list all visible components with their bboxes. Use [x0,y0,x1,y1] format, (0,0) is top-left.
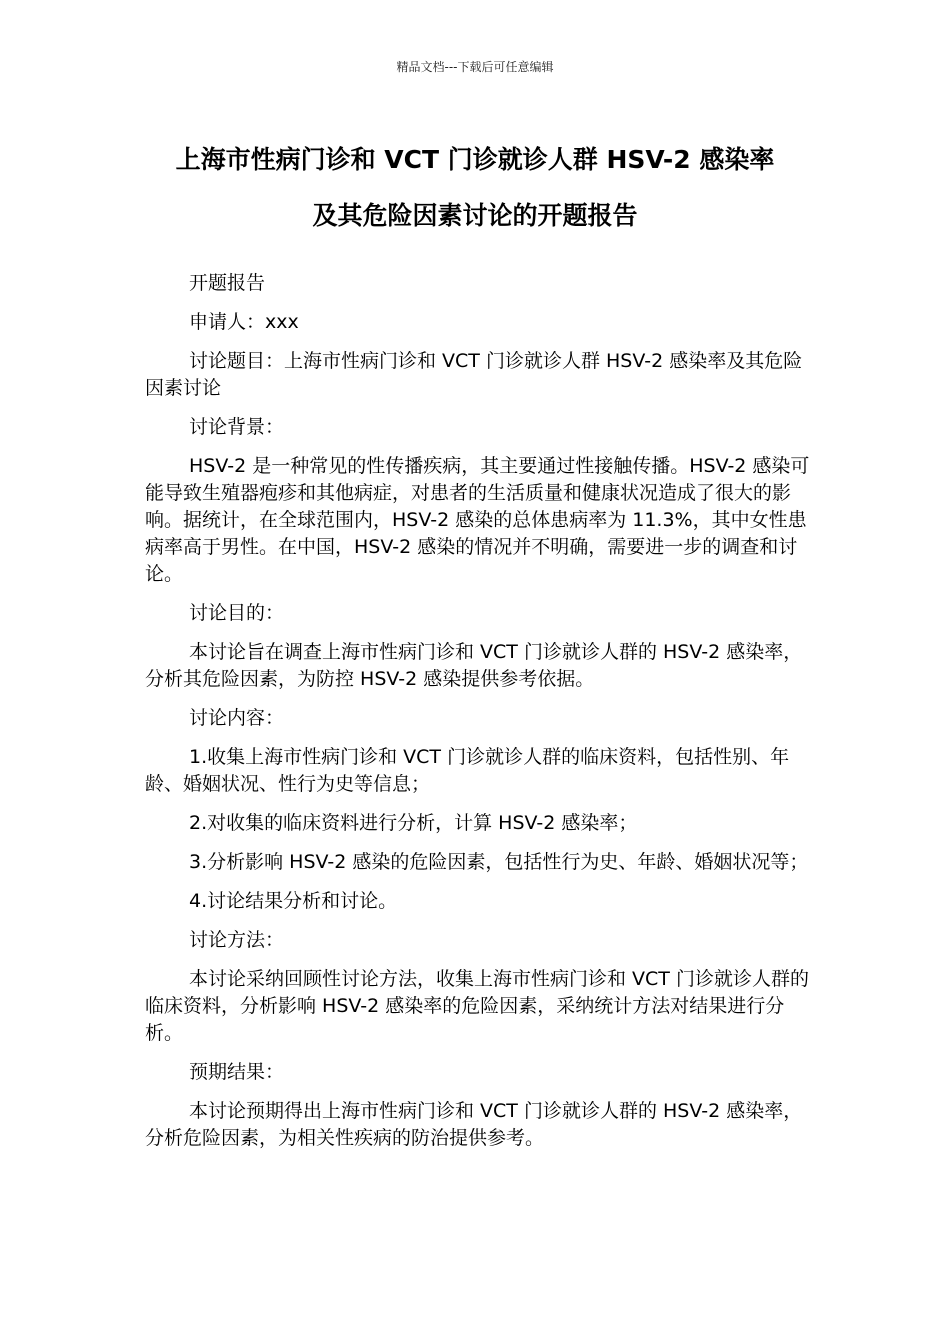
document-body [145,270,810,1164]
content-item-3: 3.分析影响 HSV-2 感染的危险因素，包括性行为史、年龄、婚姻状况等； [189,851,809,873]
method-paragraph: 本讨论采纳回顾性讨论方法，收集上海市性病门诊和 VCT 门诊就诊人群的临床资料，分析影响 HSV-2 感染率的危险因素，采纳统计方法对结果进行分析。 [145,968,809,1044]
section-heading-content: 讨论内容： [189,707,285,729]
topic-paragraph: 讨论题目：上海市性病门诊和 VCT 门诊就诊人群 HSV-2 感染率及其危险因素讨论 [145,350,803,399]
background-paragraph: HSV-2 是一种常见的性传播疾病，其主要通过性接触传播。HSV-2 感染可能导致生殖器疱疹和其他病症，对患者的生活质量和健康状况造成了很大的影响。据统计，在全球范围内，HSV-2 感染的总体患病率为 11.3%，其中女性患病率高于男性。在中国，HSV-2 感染的情况并不明确，需要进一步的调查和讨论。 [145,455,810,585]
section-heading-purpose: 讨论目的： [189,602,285,624]
header-note: 精品文档---下载后可任意编辑 [396,60,554,74]
document-title-line-1: 上海市性病门诊和 VCT 门诊就诊人群 HSV-2 感染率 [175,145,775,174]
section-heading-background: 讨论背景： [189,416,285,438]
section-heading-method: 讨论方法： [189,929,285,951]
content-item-1: 1.收集上海市性病门诊和 VCT 门诊就诊人群的临床资料，包括性别、年龄、婚姻状况、性行为史等信息； [145,746,790,795]
document-title-line-2: 及其危险因素讨论的开题报告 [312,201,638,230]
purpose-paragraph: 本讨论旨在调查上海市性病门诊和 VCT 门诊就诊人群的 HSV-2 感染率，分析其危险因素，为防控 HSV-2 感染提供参考依据。 [145,641,803,690]
section-heading-expected-results: 预期结果： [189,1061,285,1083]
content-item-4: 4.讨论结果分析和讨论。 [189,890,398,912]
applicant-line: 申请人：xxx [189,311,299,333]
section-heading-proposal: 开题报告 [189,272,266,294]
document-title [110,132,840,244]
content-item-2: 2.对收集的临床资料进行分析，计算 HSV-2 感染率； [189,812,638,834]
expected-results-paragraph: 本讨论预期得出上海市性病门诊和 VCT 门诊就诊人群的 HSV-2 感染率，分析危险因素，为相关性疾病的防治提供参考。 [145,1100,803,1149]
